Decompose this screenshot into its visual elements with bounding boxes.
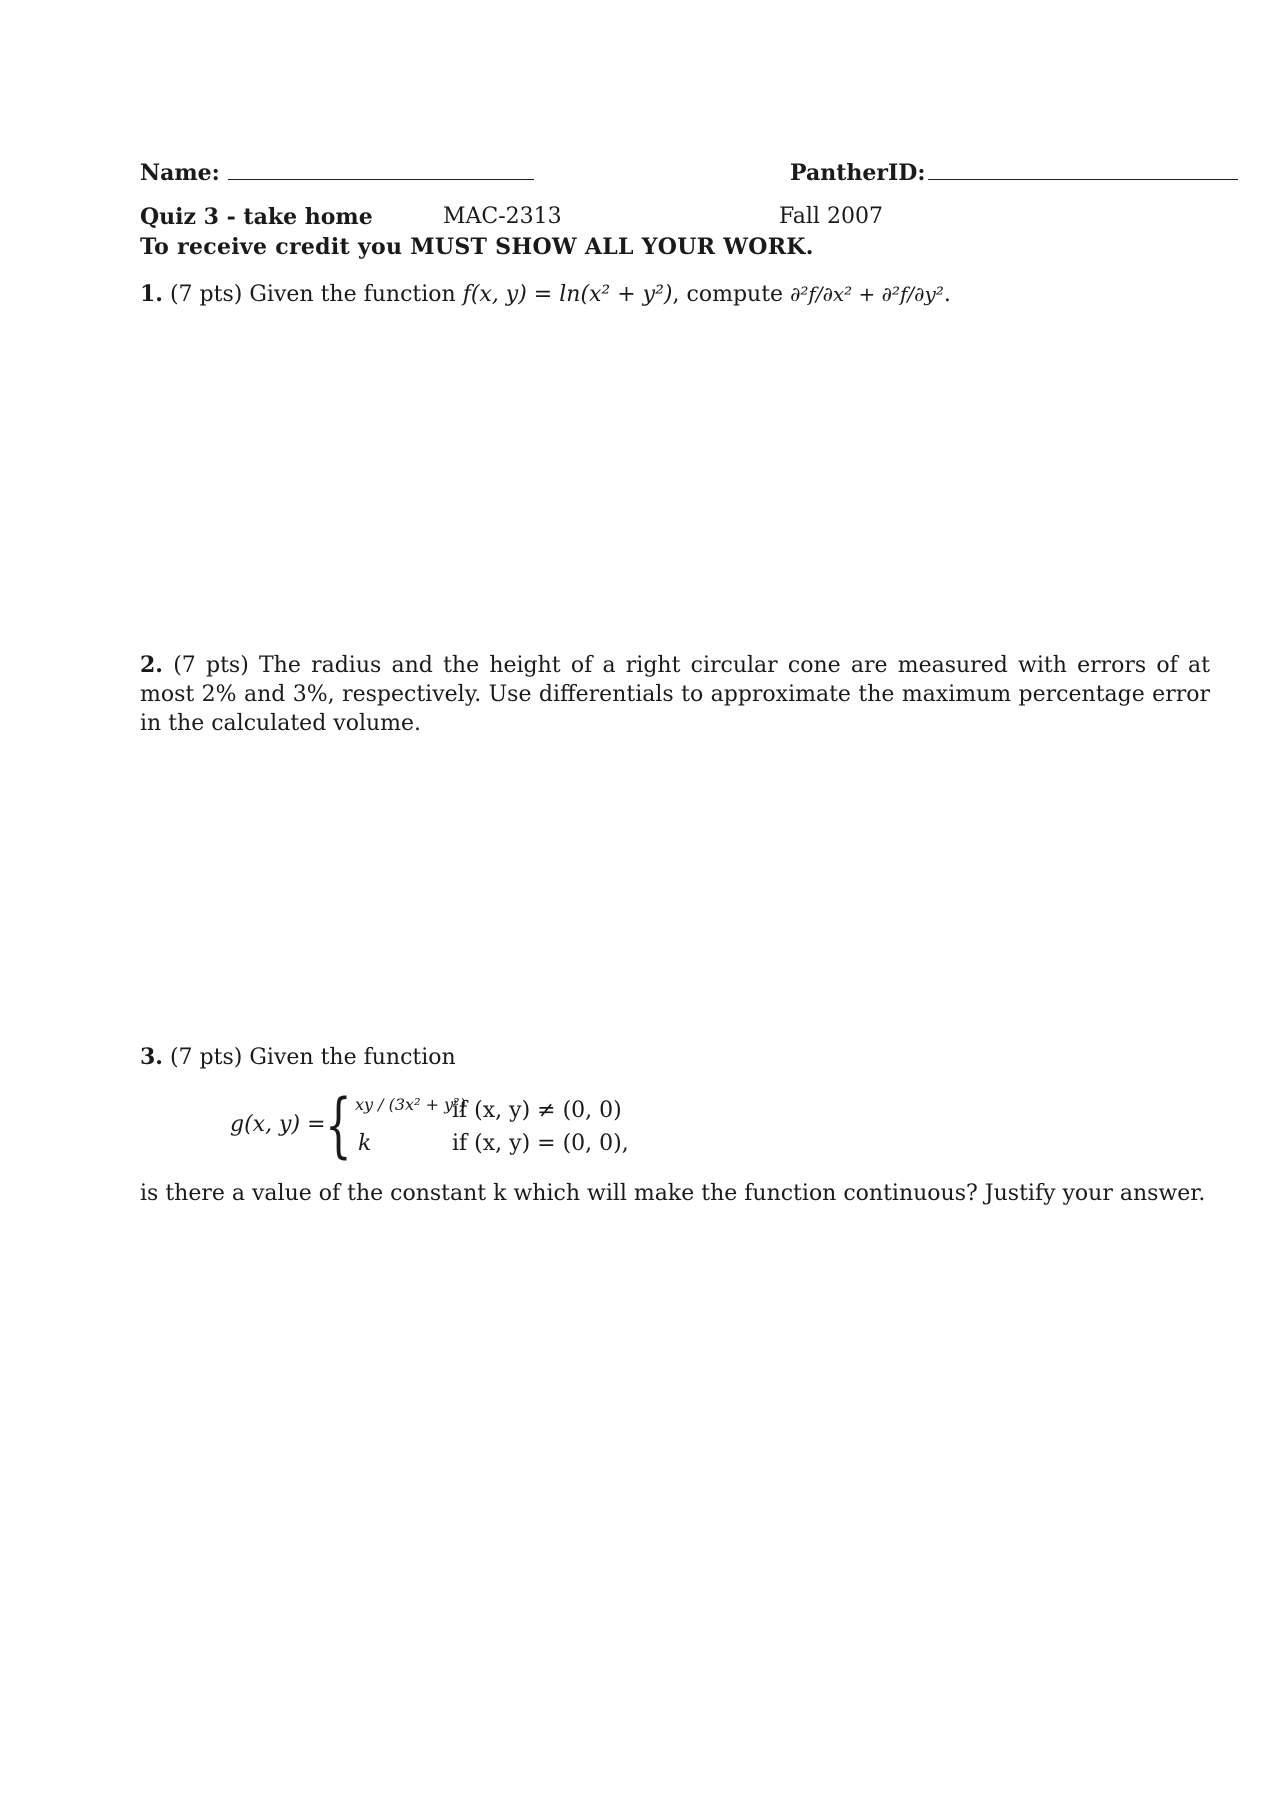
problem-1: 1. (7 pts) Given the function f(x, y) = ln(x² + y²), compute ∂²f/∂x² + ∂²f/∂y². — [140, 281, 951, 307]
term: Fall 2007 — [779, 204, 883, 229]
problem-3-heading — [140, 1044, 456, 1070]
case-1-condition: if (x, y) ≠ (0, 0) — [452, 1098, 622, 1123]
left-brace-icon: { — [325, 1084, 352, 1166]
problem-1-function: f(x, y) = ln(x² + y²) — [462, 282, 673, 307]
problem-2-number: 2. — [140, 652, 163, 678]
problem-3-intro: Given the function — [249, 1045, 456, 1070]
quiz-title: Quiz 3 - take home — [140, 204, 373, 230]
name-label: Name: — [140, 160, 220, 186]
problem-1-text-before: Given the function — [249, 282, 456, 307]
problem-3-question: is there a value of the constant k which will make the function continuous? Justify your answer. — [140, 1181, 1206, 1206]
piecewise-lhs: g(x, y) = — [230, 1112, 326, 1137]
problem-2-text: The radius and the height of a right circular cone are measured with errors of at most 2% and 3%, respectively. Use differentials to approximate the maximum percentage error in the calculated volume. — [140, 653, 1210, 736]
problem-1-number: 1. — [140, 281, 163, 307]
case-2-expression: k — [358, 1131, 372, 1156]
problem-3-number: 3. — [140, 1044, 163, 1070]
pantherid-label: PantherID: — [790, 160, 926, 186]
case-2-condition: if (x, y) = (0, 0), — [452, 1131, 629, 1156]
problem-2 — [140, 651, 1210, 738]
problem-3-points: (7 pts) — [169, 1045, 243, 1070]
case-1-expression: xy / (3x² + y²) — [355, 1095, 466, 1114]
instructions: To receive credit you MUST SHOW ALL YOUR WORK. — [140, 234, 814, 260]
problem-1-points: (7 pts) — [169, 282, 243, 307]
pantherid-blank-line[interactable] — [928, 179, 1238, 180]
problem-1-text-after: compute — [686, 282, 784, 307]
course-code: MAC-2313 — [443, 204, 562, 229]
problem-1-expression: ∂²f/∂x² + ∂²f/∂y² — [790, 282, 944, 306]
problem-2-points: (7 pts) — [173, 653, 249, 678]
name-blank-line[interactable] — [228, 179, 534, 180]
